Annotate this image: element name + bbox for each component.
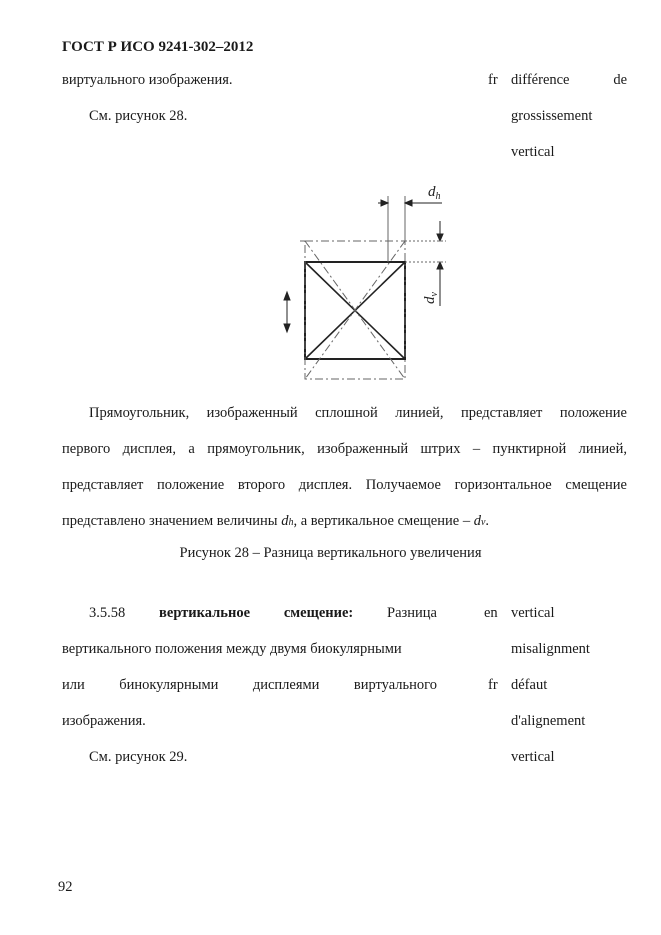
english-term-line: vertical [511, 605, 555, 621]
french-term-word: de [613, 72, 627, 88]
word: – [472, 441, 481, 457]
word: линией, [395, 405, 444, 421]
french-term-word: différence [511, 72, 570, 88]
word: а [188, 441, 195, 457]
french-term-line [511, 71, 627, 89]
word: дисплея, [122, 441, 176, 457]
dv-label: $d_v$ [422, 292, 440, 304]
term-number: 3.5.58 [89, 605, 126, 621]
word: первого [62, 441, 111, 457]
figure-reference: См. рисунок 29. [89, 749, 188, 765]
word: изображенный [206, 405, 298, 421]
page-number: 92 [58, 879, 73, 895]
french-term-line: vertical [511, 144, 555, 160]
word: или [62, 677, 85, 693]
figure-28-diagram [270, 176, 470, 391]
word: представляет [461, 405, 543, 421]
word: представляет [62, 477, 144, 493]
french-term-line: vertical [511, 749, 555, 765]
vertical-magnification-diagram [270, 176, 470, 386]
word: изображенный [317, 441, 409, 457]
term-name: вертикальное [159, 605, 251, 621]
dh-label: $d_h$ [428, 184, 441, 202]
french-term-line: grossissement [511, 108, 593, 124]
document-header: ГОСТ Р ИСО 9241-302–2012 [62, 39, 254, 55]
paragraph-line [62, 476, 627, 494]
figure-reference: См. рисунок 28. [89, 108, 188, 124]
word: горизонтальное [454, 477, 552, 493]
word: дисплея. [298, 477, 353, 493]
word: положение [559, 405, 627, 421]
word: Получаемое [365, 477, 441, 493]
term-name: смещение: [283, 605, 354, 621]
french-term-line: défaut [511, 677, 548, 693]
word: прямоугольник, [207, 441, 305, 457]
figure-caption: Рисунок 28 – Разница вертикального увеличения [179, 545, 482, 561]
word: штрих [420, 441, 461, 457]
word: бинокулярными [119, 677, 219, 693]
word: сплошной [315, 405, 378, 421]
english-term-line: misalignment [511, 641, 590, 657]
paragraph-line [89, 404, 627, 422]
lang-code-en: en [484, 605, 498, 621]
paragraph-line: представлено значением величины dh, а вертикальное смещение – dv. [62, 513, 490, 529]
term-definition-line [62, 676, 437, 694]
term-definition-line: изображения. [62, 713, 146, 729]
text-line: виртуального изображения. [62, 72, 233, 88]
lang-code-fr: fr [488, 72, 498, 88]
word: Разница [387, 605, 437, 621]
french-term-line: d'alignement [511, 713, 586, 729]
word: положение [157, 477, 225, 493]
lang-code-fr: fr [488, 677, 498, 693]
word: виртуального [353, 677, 437, 693]
term-definition-line: вертикального положения между двумя биокулярными [62, 641, 402, 657]
word: второго [237, 477, 286, 493]
word: смещение [565, 477, 627, 493]
word: дисплеями [252, 677, 320, 693]
word: Прямоугольник, [89, 405, 190, 421]
word: пунктирной [492, 441, 567, 457]
word: линией, [578, 441, 627, 457]
term-line [89, 604, 437, 622]
paragraph-line [62, 440, 627, 458]
